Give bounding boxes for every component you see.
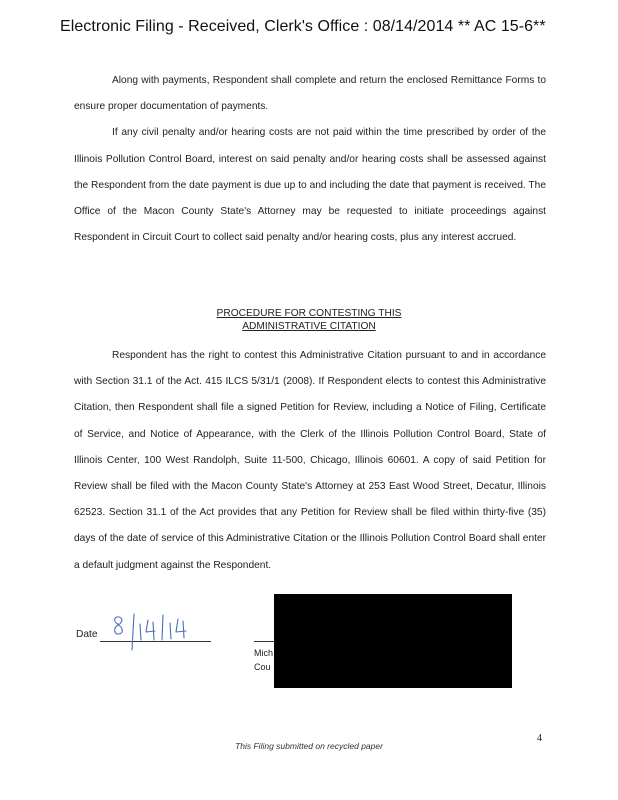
section-heading-line1: PROCEDURE FOR CONTESTING THIS (216, 308, 402, 319)
recycled-paper-footer: This Filing submitted on recycled paper (235, 741, 383, 751)
section-heading-line2: ADMINISTRATIVE CITATION (242, 321, 376, 332)
paragraph-remittance: Along with payments, Respondent shall complete and return the enclosed Remittance Forms to ensure proper documentation of payments. (74, 75, 546, 113)
signature-title-fragment: Cou (254, 662, 271, 672)
filing-stamp-header: Electronic Filing - Received, Clerk's Office : 08/14/2014 ** AC 15-6** (60, 18, 546, 35)
paragraph-interest: If any civil penalty and/or hearing costs are not paid within the time prescribed by order of the Illinois Pollution Control Board, interest on said penalty and/or hearing costs shall be assessed against the Respondent from the date payment is due up to and including the date that payment is received. The Office of the Macon County State's Attorney may be requested to initiate proceedings against Respondent in Circuit Court to collect said penalty and/or hearing costs, plus any interest accrued. (74, 127, 546, 244)
signature-block (254, 646, 273, 674)
signature-name-fragment: Mich (254, 648, 274, 658)
page-number: 4 (537, 733, 542, 744)
handwritten-date (110, 610, 200, 654)
date-label: Date (76, 629, 98, 640)
paragraph-contest: Respondent has the right to contest this Administrative Citation pursuant to and in accordance with Section 31.1 of the Act. 415 ILCS 5/31/1 (2008). If Respondent elects to contest this Administrative Citation, then Respondent shall file a signed Petition for Review, including a Notice of Filing, Certificate of Service, and Notice of Appearance, with the Clerk of the Illinois Pollution Control Board, State of Illinois Center, 100 West Randolph, Suite 11-500, Chicago, Illinois 60601. A copy of said Petition for Review shall be filed with the Macon County State's Attorney at 253 East Wood Street, Decatur, Illinois 62523. Section 31.1 of the Act provides that any Petition for Review shall be filed within thirty-five (35) days of the date of service of this Administrative Citation or the Illinois Pollution Control Board shall enter a default judgment against the Respondent. (74, 350, 546, 571)
document-body-contest (74, 343, 546, 579)
redaction-box (274, 594, 512, 688)
document-body-top (74, 68, 546, 251)
section-heading (0, 307, 618, 333)
handwritten-date-text: 8/14/14 (110, 610, 114, 611)
